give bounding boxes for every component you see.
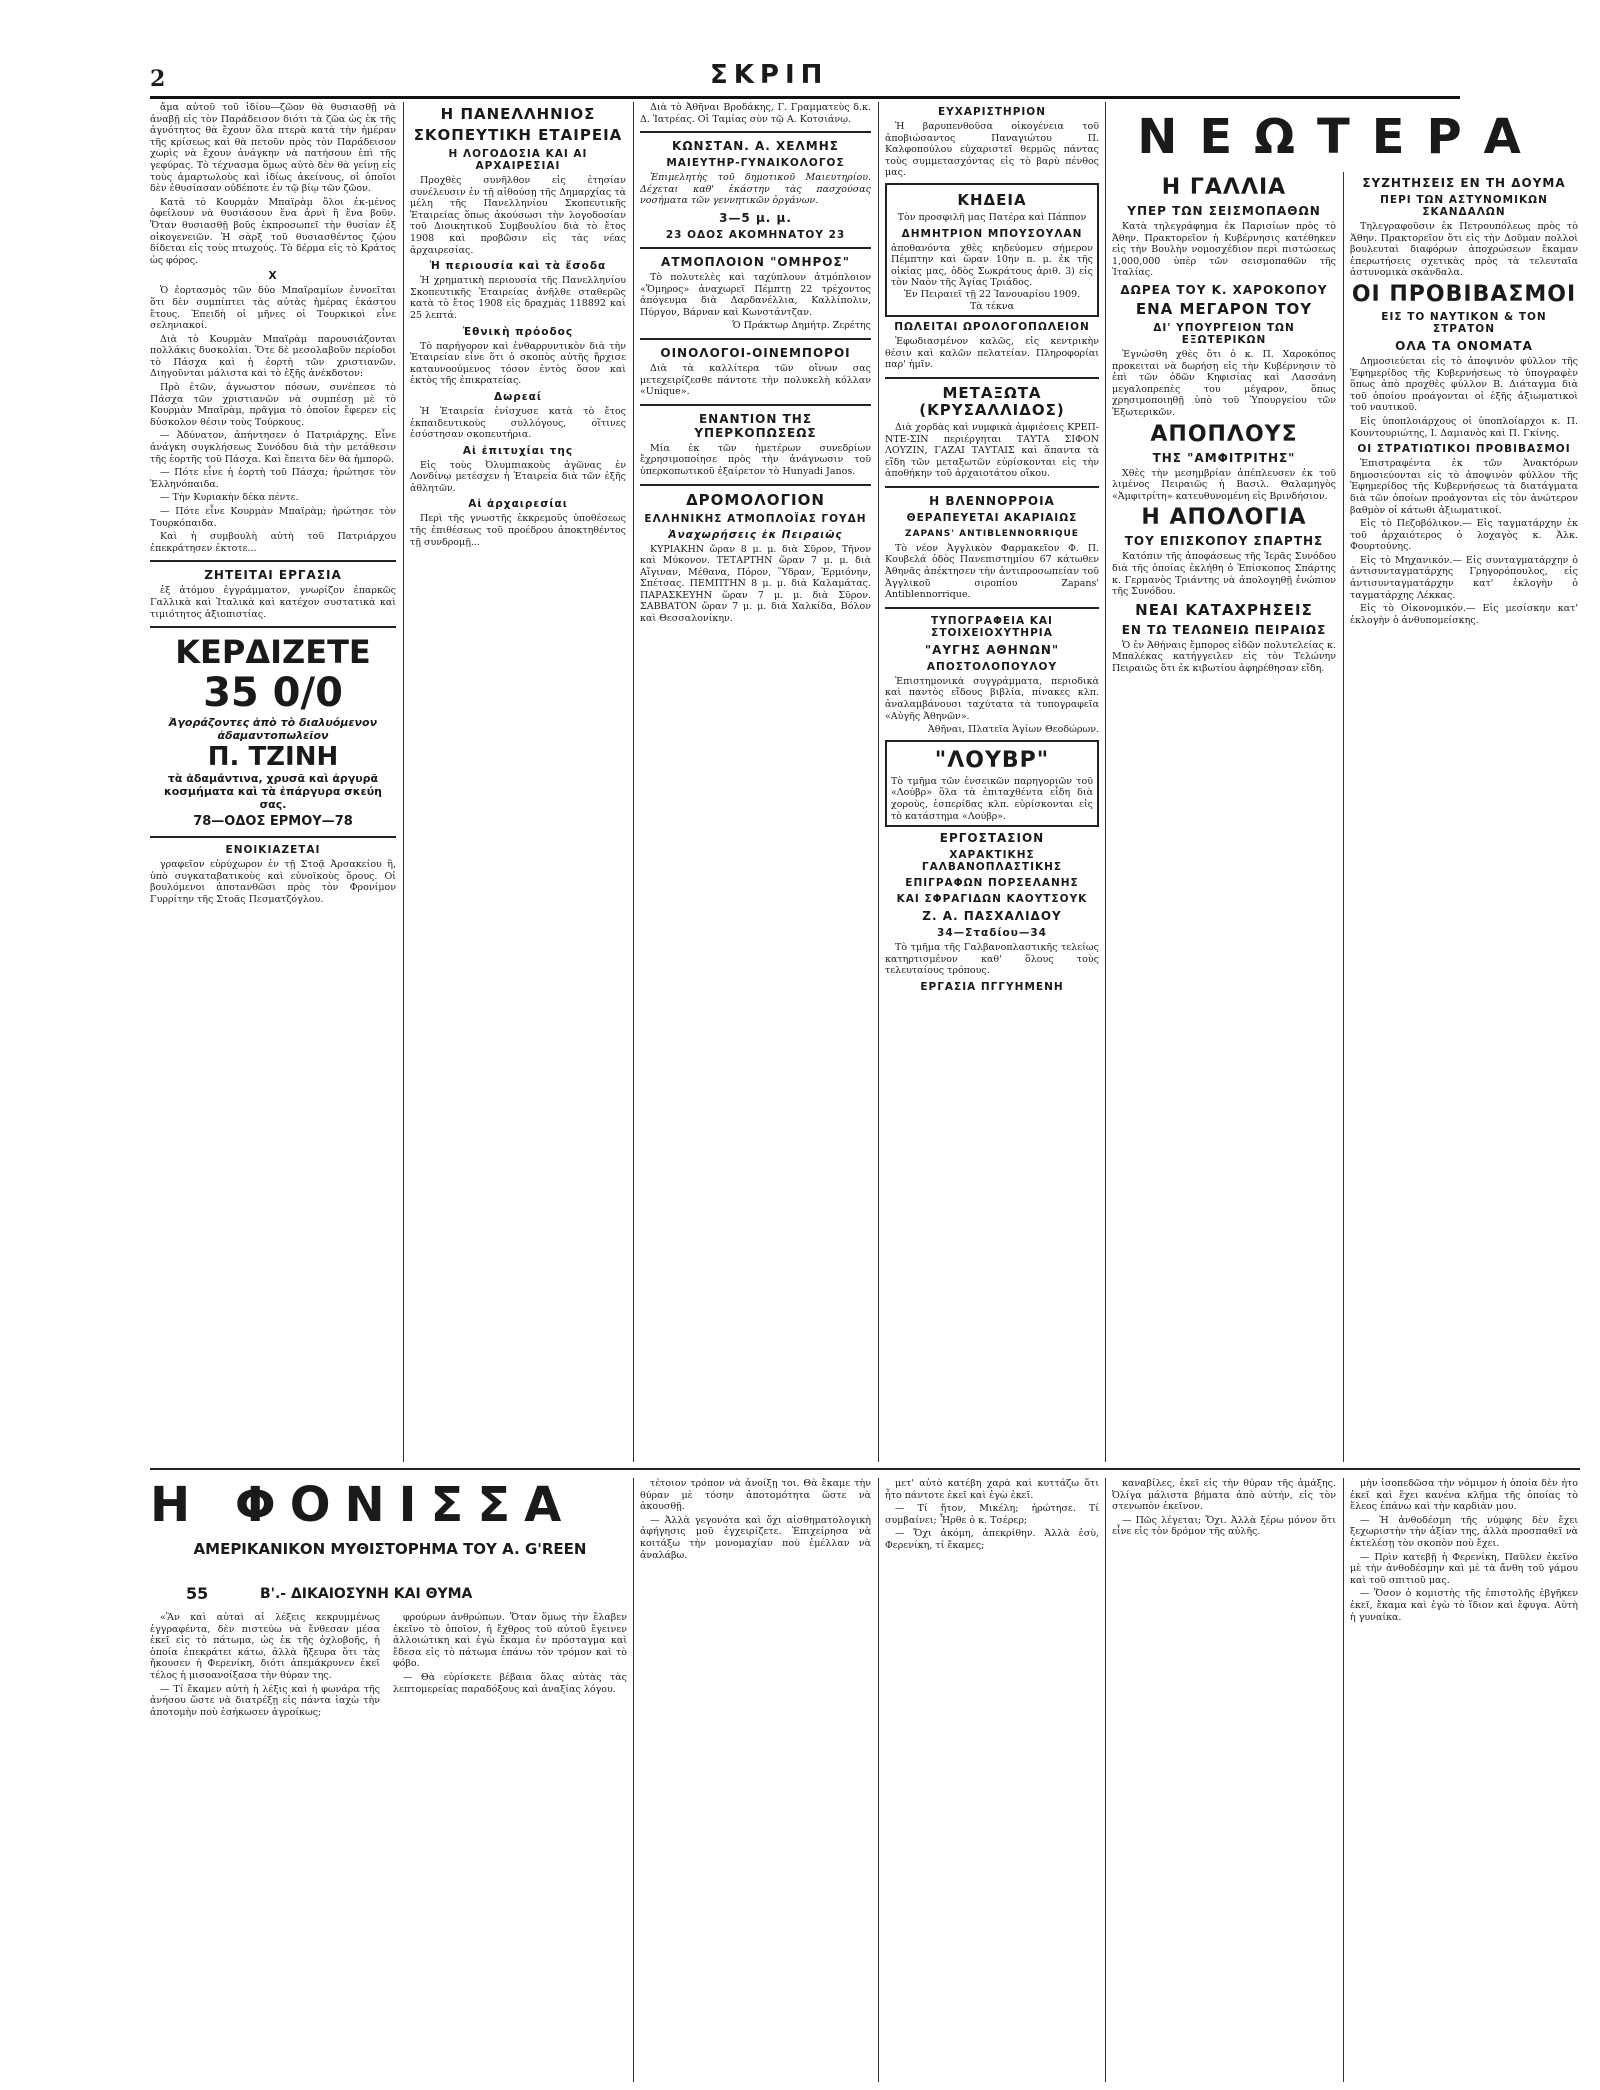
serial-title: Η ΦΟΝΙΣΣΑ	[150, 1477, 576, 1533]
article-title: ΣΥΖΗΤΗΣΕΙΣ ΕΝ ΤΗ ΔΟΥΜΑ	[1362, 176, 1566, 190]
article-text: Εἰς τὸ Πεζοβόλικον.— Εἰς ταγματάρχην ἐκ τοῦ ἀρχαιότερος ὁ λοχαγὸς κ. Ἀλκ. Φουρτούνης.	[1350, 518, 1578, 553]
ad-subtitle: "ΑΥΓΗΣ ΑΘΗΝΩΝ"	[924, 642, 1060, 657]
ad-text: Ἡ βαρυπενθοῦσα οἰκογένεια τοῦ ἀποβιώσαντος Παναγιώτου Π. Καλφοπούλου εὐχαριστεῖ θερμῶς πάντας τοὺς συμμετασχόντας εἰς τὸ βαρὺ πένθος μας.	[885, 121, 1099, 179]
article-subtitle: ΣΚΟΠΕΥΤΙΚΗ ΕΤΑΙΡΕΙΑ	[413, 126, 623, 144]
ad-text: ΚΥΡΙΑΚΗΝ ὥραν 8 μ. μ. διὰ Σῦρον, Τῆνον καὶ Μύκονον. ΤΕΤΑΡΤΗΝ ὥραν 7 μ. μ. διὰ Αἴγιναν, Μέθανα, Πόρον, Ὕδραν, Ἑρμιόνην, Σπέτσας. ΠΕΜΠΤΗΝ 8 μ. μ. διὰ Καλαμάτας. ΠΑΡΑΣΚΕΥΗΝ ὥραν 7 μ. μ. διὰ Σῦρον. ΣΑΒΒΑΤΟΝ ὥραν 7 μ. μ. διὰ Χαλκίδα, Βόλον καὶ Θεσσαλονίκην.	[640, 543, 871, 625]
ad-headline: ΚΕΡΔΙΖΕΤΕ	[175, 633, 371, 672]
ad-text: Διὰ χορδὰς καὶ νυμφικὰ ἀμφιέσεις ΚΡΕΠ-ΝΤΕ-ΣΙΝ περιέργηται ΤΑΥΤΑ ΣΙΦΟΝ ΛΟΥΖΙΝ, ΓΑΖΑΙ ΤΑΥΤΑΙΣ καὶ ἅπαντα τὰ εἴδη τῶν μεταξωτῶν εὑρίσκονται εἰς τὴν ἀποθήκην τοῦ ἀρχαιοτάτου οἴκου.	[885, 421, 1099, 480]
ad-title: ΕΡΓΟΣΤΑΣΙΟΝ	[939, 831, 1045, 846]
article-subtitle: ΟΙ ΣΤΡΑΤΙΩΤΙΚΟΙ ΠΡΟΒΙΒΑΣΜΟΙ	[1357, 443, 1571, 456]
ad-text: Ἐφωδιασμένον καλῶς, εἰς κεντρικὴν θέσιν καὶ καλῶν πελατείαν. Πληροφορίαι παρ' ἡμῖν.	[885, 336, 1099, 371]
article-text: — Πότε εἶνε Κουρμὰν Μπαϊρὰμ; ἠρώτησε τὸν Τουρκόπαιδα.	[150, 506, 396, 529]
ad-title: ΜΕΤΑΞΩΤΑ (ΚΡΥΣΑΛΛΙΔΟΣ)	[919, 383, 1065, 419]
article-text: Προχθὲς συνῆλθον εἰς ἐτησίαν συνέλευσιν ἐν τῇ αἰθούσῃ τῆς Δημαρχίας τὰ μέλη τῆς Πανελληνίου Σκοπευτικῆς Ἑταιρείας ὅπως ἀκούσωσι τὴν λογοδοσίαν τοῦ Διοικητικοῦ Συμβουλίου διὰ τὸ ἔτος 1908 καὶ προβῶσιν εἰς τὰς νέας ἀρχαιρεσίας.	[410, 175, 626, 256]
column-rule	[1105, 102, 1106, 1462]
serial-text: μετ' αὐτὸ κατέβη χαρὰ καὶ κυττάζω ὅτι ἦτο πάντοτε ἐκεῖ καὶ ἐγὼ ἐκεῖ.	[885, 1478, 1099, 1501]
ad-text: Μία ἐκ τῶν ἡμετέρων συνεδρίων ἔχρησιμοποίησε πρὸς τὴν ἀνάγνωσιν τοῦ ὑπερκοπωτικοῦ ἐξαίρετον τὸ Hunyadi Janos.	[640, 442, 871, 477]
subsection-title: Ἐθνικὴ πρόοδος	[462, 325, 574, 338]
ad-title: ΟΙΝΟΛΟΓΟΙ-ΟΙΝΕΜΠΟΡΟΙ	[660, 345, 851, 360]
serial-text: — Πρὶν κατεβῇ ἡ Φερενίκη, Παῦλεν ἐκεῖνο μὲ τὴν ἀνθοδέσμην καὶ μὲ τὰ ἄνθη τοῦ γάμου καὶ τοῦ σπιτιοῦ μας.	[1350, 1551, 1578, 1586]
article-text: Τὸ παρήγορον καὶ ἐνθαρρυντικὸν διὰ τὴν Ἑταιρείαν εἶνε ὅτι ὁ σκοπὸς αὐτῆς ἤρχισε καταυνοούμενος τόσον ἐντὸς ὅσον καὶ ἐκτὸς τῆς ἐπικρατείας.	[410, 340, 626, 387]
ad-text: Διὰ τὰ καλλίτερα τῶν οἴνων σας μετεχειρίζεσθε πάντοτε τὴν πολυκελὴ κόλλαν «Unique».	[640, 362, 871, 398]
article-subtitle: ΠΕΡΙ ΤΩΝ ΑΣΤΥΝΟΜΙΚΩΝ ΣΚΑΝΔΑΛΩΝ	[1380, 194, 1548, 218]
ad-subtitle: ΕΠΙΓΡΑΦΩΝ ΠΟΡΣΕΛΑΝΗΣ	[905, 877, 1079, 890]
ad-text: Ἐπιστημονικὰ συγγράμματα, περιοδικὰ καὶ παντὸς εἴδους βιβλία, πίνακες κλπ. ἀναλαμβάνουσι ταχύτατα τὰ τυπογραφεῖα «Αὐγῆς Ἀθηνῶν».	[885, 675, 1099, 722]
ad-text: γραφεῖον εὐρύχωρον ἐν τῇ Στοᾷ Ἀρσακείου ἢ, ὑπὸ συγκαταβατικοὺς καὶ εὐνοϊκοὺς ὅρους. Οἱ βουλόμενοι ἀποτανθῶσι πρὸς τὸν Φρονίμον Γυρρίτην τῆς Στοᾶς Πεσματζόγλου.	[150, 859, 396, 905]
serial-text: τέτοιον τρόπον νὰ ἀνοίξῃ τοι. Θὰ ἔκαμε τὴν θύραν μὲ τόσην ἀποτομότητα ὥστε νὰ ἀκουσθῇ.	[640, 1478, 871, 1513]
article-title: ΝΕΑΙ ΚΑΤΑΧΡΗΣΕΙΣ	[1135, 600, 1313, 619]
ad-name: Π. ΤΖΙΝΗ	[207, 742, 339, 773]
subsection-title: Ἡ περιουσία καὶ τὰ ἔσοδα	[429, 260, 607, 273]
article-text: Κατὰ τὸ Κουρμὰν Μπαϊρὰμ ὅλοι ἐκ-μένος ὀφείλουν νὰ θυσιάσουν ἕνα ἀρνὶ ἢ ἕνα βοῦν. Ὅταν θυσιασθῇ βοῦς ἐκπροσωπεῖ τὴν θυσίαν ἑξ οἰκογενειῶν. Ἡ σὰρξ τοῦ θυσιασθέντος ζῴου δίδεται εἰς τοὺς πτωχούς. Τὸ δέρμα εἰς τὸ Κράτος ὡς φόρος.	[150, 196, 396, 266]
ad-date: Ἐν Πειραιεῖ τῇ 22 Ἰανουαρίου 1909.	[903, 288, 1081, 300]
column-rule	[1105, 1478, 1106, 2082]
serial-text: μὴν ἰσοπεδῶσα τὴν νόμιμον ἡ ὁποία δὲν ἦτο ἐκεῖ καὶ ἔχει κανένα κλῆμα τῆς ὁποίας τὸ ἔλεος ἐπάνω καὶ τὴν καρδιὰν μου.	[1350, 1478, 1578, 1513]
article-title: ΔΩΡΕΑ ΤΟΥ Κ. ΧΑΡΟΚΟΠΟΥ	[1120, 282, 1328, 297]
serial-text: — Ὄχι ἀκόμη, ἀπεκρίθην. Ἀλλὰ ἐσὺ, Φερενίκη, τί ἔκαμες;	[885, 1528, 1099, 1551]
ad-title: "ΛΟΥΒΡ"	[934, 747, 1050, 773]
article-title: Η ΠΑΝΕΛΛΗΝΙΟΣ	[440, 105, 596, 123]
ad-name: Ζ. Α. ΠΑΣΧΑΛΙΔΟΥ	[922, 909, 1062, 924]
ad-address: 78—ΟΔΟΣ ΕΡΜΟΥ—78	[193, 814, 353, 830]
article-subtitle: ΤΟΥ ΕΠΙΣΚΟΠΟΥ ΣΠΑΡΤΗΣ	[1124, 534, 1324, 549]
article-text: — Τὴν Κυριακὴν δέκα πέντε.	[160, 492, 299, 504]
column-rule	[403, 102, 404, 1462]
ad-subtitle: ΜΑΙΕΥΤΗΡ-ΓΥΝΑΙΚΟΛΟΓΟΣ	[666, 157, 845, 170]
article-title: Η ΑΠΟΛΟΓΙΑ	[1141, 505, 1307, 531]
serial-text: — Ἡ ἀνθοδέσμη τῆς νύμφης δὲν ἔχει ξεχωριστὴν τὴν ἀξίαν της, ἀλλὰ προσπαθεῖ νὰ ἐκτελέσῃ τὸν σκοπὸν ποὺ ἔχει.	[1350, 1514, 1578, 1549]
serial-column-6	[1350, 1478, 1578, 2082]
ad-text: Τὸ νέον Ἀγγλικὸν Φαρμακεῖον Φ. Π. Κουβελά ὁδὸς Πανεπιστημίου 67 κάτωθεν Ἀθηνᾶς ἀπέκτησεν τὴν ἀντιπροσωπείαν τοῦ Ἀγγλικοῦ σιροπίου Zapans' Antiblennorrique.	[885, 542, 1099, 601]
column-rule	[878, 1478, 879, 2082]
ad-subtitle: ΕΛΛΗΝΙΚΗΣ ΑΤΜΟΠΛΟΪΑΣ ΓΟΥΔΗ	[644, 512, 867, 525]
serial-text: «Ἂν καὶ αὐταὶ αἱ λέξεις κεκρυμμένως ἐγγραφέντα, δὲν πιστεύω νὰ ἔνθεσαν μέσα ἐκεῖ εἰς τὸ πάτωμα, ὡς ἐκ τῆς ὀχλοβοῆς, ἡ ὁποία ἐπεκράτει κάτω, ἀλλὰ ἤξευρα ὅτι τὰς ἤκουσεν ἡ Φερενίκη, διότι ἀπεμάκρυνεν ἐκεῖ τέλος ἡ μισοανοίξασα τὴν θύραν της.	[150, 1612, 380, 1681]
article-text: Ἐπιστραφέντα ἐκ τῶν Ἀνακτόρων δημοσιεύονται εἰς τὸ ἀποψινὸν φύλλον τῆς Ἐφημερίδος τῆς Κυβερνήσεως τὰ διατάγματα διὰ τῶν ὁποίων προάγονται εἰς τὸν ἀνώτερον βαθμὸν οἱ κάτωθι ἀξιωματικοί.	[1350, 458, 1578, 516]
article-text: Ἐγνώσθη χθὲς ὅτι ὁ κ. Π. Χαροκόπος προκειται νὰ δωρήσῃ εἰς τὴν Κυβέρνησιν τὸ ἐπὶ τῶν ὁδῶν Κηφισίας καὶ Λασσάνη μεγαλοπρεπὲς του μέγαρον, ὅπως χρησιμοποιηθῇ ὑπὸ τοῦ Ὑπουργείου τῶν Ἐξωτερικῶν.	[1112, 348, 1336, 418]
serial-text: — Τί ἔκαμεν αὐτὴ ἡ λέξις καὶ ἡ φωνάρα τῆς ἀνήσου ὥστε νὰ διατρέξῃ εἰς πάντα ἰαχὼ τὴν ἀποτομὴν ποὺ ἐσήκωσεν ἀγροίκως;	[150, 1683, 380, 1718]
ad-text: τὰ ἀδαμάντινα, χρυσᾶ καὶ ἀργυρᾶ κοσμήματα καὶ τὰ ἐπάργυρα σκεύη σας.	[163, 772, 383, 812]
article-section: Η ΛΟΓΟΔΟΣΙΑ ΚΑΙ ΑΙ ΑΡΧΑΙΡΕΣΙΑΙ	[448, 148, 588, 172]
column-rule	[878, 102, 879, 1462]
serial-subtitle: ΑΜΕΡΙΚΑΝΙΚΟΝ ΜΥΘΙΣΤΟΡΗΜΑ ΤΟΥ A. G'REEN	[193, 1540, 587, 1558]
ad-footer: ΕΡΓΑΣΙΑ ΠΓΓΥΗΜΕΝΗ	[920, 980, 1064, 993]
ad-text: Τὸ τμῆμα τῶν ἐνσεικῶν παρηγοριῶν τοῦ «Λούβρ» ὅλα τὰ ἐπιταχθέντα εἶδη διὰ χοροὺς, ἐσπερίδας κλπ. εὑρίσκονται εἰς τὸ κατάστημα «Λούβρ».	[891, 775, 1093, 822]
serial-number: 55	[186, 1584, 209, 1603]
ad-address: Ἀθῆναι, Πλατεῖα Ἁγίων Θεοδώρων.	[927, 724, 1099, 736]
article-text: Χθὲς τὴν μεσημβρίαν ἀπέπλευσεν ἐκ τοῦ λιμένος Πειραιῶς ἡ Βασιλ. Θαλαμηγὸς «Ἀμφιτρίτη» κατευθυνομένη εἰς Βρινδήσιον.	[1112, 467, 1336, 502]
page-number: 2	[150, 66, 166, 92]
article-text: Ὁ ἑορτασμὸς τῶν δύο Μπαϊραμίων ἐννοεῖται ὅτι δὲν συμπίπτει τὰς αὐτὰς ἡμέρας ἑκάστου ἔτους. Ἐπειδὴ οἱ μῆνες οἱ Τουρκικοὶ εἶνε σεληνιακοί.	[150, 285, 396, 332]
newspaper-title: ΣΚΡΙΠ	[710, 60, 829, 90]
article-subtitle: ΕΝ ΤΩ ΤΕΛΩΝΕΙΩ ΠΕΙΡΑΙΩΣ	[1121, 622, 1327, 637]
ad-hours: 3—5 μ. μ.	[719, 210, 792, 225]
ad-title: ΕΝΑΝΤΙΟΝ ΤΗΣ ΥΠΕΡΚΟΠΩΣΕΩΣ	[694, 411, 817, 440]
ad-subtitle: ΘΕΡΑΠΕΥΕΤΑΙ ΑΚΑΡΙΑΙΩΣ	[906, 511, 1078, 524]
ad-subtitle: ΚΑΙ ΣΦΡΑΓΙΔΩΝ ΚΑΟΥΤΣΟΥΚ	[896, 893, 1088, 906]
ad-subtitle: ΑΠΟΣΤΟΛΟΠΟΥΛΟΥ	[926, 660, 1058, 673]
article-text: Πρὸ ἐτῶν, ἀγνωστον πόσων, συνέπεσε τὸ Πάσχα τῶν χριστιανῶν νὰ συμπέσῃ μὲ τὸ Κουρμὰν Μπαϊρὰμ, πρᾶγμα τὸ ὁποῖον ἔφερεν εἰς δύσκολον θέσιν τοὺς Τούρκους.	[150, 382, 396, 428]
serial-text: φρούρων ἀνθρώπων. Ὅταν ὅμως τὴν ἔλαβεν ἐκεῖνο τὸ ὁποῖον, ἡ ἔχθρος τοῦ αὐτοῦ ἔγεινεν ἀλλοιώτικη καὶ ἐγὼ ἔκαμα ἐν πρόσταγμα καὶ ἔδεσα εἰς τὸ πάτωμα ἐπάνω τὸν τρόμον καὶ τὸ φόβο.	[393, 1612, 627, 1670]
subsection-title: Αἱ ἐπιτυχίαι της	[462, 444, 574, 457]
ad-title: ΚΗΔΕΙΑ	[957, 190, 1027, 209]
ad-title: ΑΤΜΟΠΛΟΙΟΝ "ΟΜΗΡΟΣ"	[661, 254, 850, 269]
article-title: ΕΝΑ ΜΕΓΑΡΟΝ ΤΟΥ	[1135, 299, 1313, 318]
serial-text: — Θὰ εὑρίσκετε βέβαια ὅλας αὐτὰς τὰς λεπτομερείας παραδόξους καὶ ἀναξίας λόγου.	[393, 1671, 627, 1695]
ad-signature: Τὰ τέκνα	[969, 300, 1015, 312]
ad-name: ΔΗΜΗΤΡΙΟΝ ΜΠΟΥΣΟΥΛΑΝ	[901, 227, 1083, 240]
ad-text: Τὸ πολυτελὲς καὶ ταχύπλουν ἀτμόπλοιον «Ὅμηρος» ἀναχωρεῖ Πέμπτῃ 22 τρέχοντος ἀπόγευμα διὰ Δαρδανέλλια, Καλλίπολιν, Πύργον, Βάρναν καὶ Κωνστάντζαν.	[640, 271, 871, 318]
ad-text: Τὸ τμῆμα τῆς Γαλβανοπλαστικῆς τελείως κατηρτισμένον καθ' ὅλους τοὺς τελευταίους τρόπους.	[885, 942, 1099, 977]
article-title: Η ΓΑΛΛΙΑ	[1161, 175, 1287, 200]
article-subtitle: ΤΗΣ "ΑΜΦΙΤΡΙΤΗΣ"	[1152, 450, 1296, 465]
ad-title: Η ΒΛΕΝΝΟΡΡΟΙΑ	[929, 493, 1055, 508]
serial-text: — Ὅσον ὁ κομιστὴς τῆς ἐπιστολῆς ἐβγῆκεν ἐκεῖ, ἔκαμα καὶ ἐγὼ τὸ ἴδιον καὶ ἔφυγα. Αὐτὴ ἡ γυναίκα.	[1350, 1588, 1578, 1623]
section-divider	[150, 1468, 1580, 1470]
ad-address: 34—Σταδίου—34	[937, 927, 1047, 940]
column-3	[640, 102, 871, 1462]
masthead	[150, 56, 1460, 99]
column-2	[410, 102, 626, 1462]
ad-address: 23 ΟΔΟΣ ΑΚΟΜΗΝΑΤΟΥ 23	[665, 228, 846, 241]
ad-title: ΔΡΟΜΟΛΟΓΙΟΝ	[686, 490, 825, 509]
ad-signature: Ὁ Πράκτωρ Δημήτρ. Ζερέτης	[732, 320, 871, 332]
article-subtitle: ΥΠΕΡ ΤΩΝ ΣΕΙΣΜΟΠΑΘΩΝ	[1127, 204, 1321, 218]
serial-text: — Πῶς λέγεται; Ὄχι. Ἀλλὰ ξέρω μόνον ὅτι εἶνε εἰς τὸν δρόμον τῆς αὐλῆς.	[1112, 1514, 1336, 1538]
ad-title: ΠΩΛΕΙΤΑΙ ΩΡΟΛΟΓΟΠΩΛΕΙΟΝ	[894, 321, 1090, 334]
section-banner: ΝΕΩΤΕΡΑ	[1137, 109, 1543, 165]
ad-text: Τὸν προσφιλῆ μας Πατέρα καὶ Πάππον	[897, 211, 1087, 223]
article-text: Εἰς τὸ Μηχανικόν.— Εἰς συνταγματάρχην ὁ ἀντισυνταγματάρχης Γρηγορόπουλος, εἰς ἀντισυνταγματάρχην κατ' ἐκλογὴν ὁ ταγματάρχης Λέκκας.	[1350, 554, 1578, 601]
ad-title: ΕΝΟΙΚΙΑΖΕΤΑΙ	[225, 844, 321, 857]
article-subtitle: ΟΛΑ ΤΑ ΟΝΟΜΑΤΑ	[1395, 338, 1533, 353]
ad-title: ΚΩΝΣΤΑΝ. Α. ΧΕΛΜΗΣ	[672, 139, 839, 154]
article-text: Περὶ τῆς γνωστῆς ἐκκρεμοῦς ὑποθέσεως τῆς ἐπιθέσεως τοῦ προέδρου ἀποκτηθέντος τῇ συνδρομῇ...	[410, 513, 626, 548]
serial-text: καναβίλες, ἐκεῖ εἰς τὴν θύραν τῆς ἁμάξης. Ὀλίγα μάλιστα βήματα ἀπὸ αὐτήν, εἰς τὸν στενωπὸν ἐκεῖνον.	[1112, 1478, 1336, 1513]
article-text: Δημοσιεύεται εἰς τὸ ἀποψινὸν φύλλον τῆς Ἐφημερίδος τῆς Κυβερνήσεως τὸ ὑπογραφὲν ὅπως ἀπὸ προχθὲς φύλλον Β. Διάταγμα διὰ τοῦ ὁποίου προάγονται οἱ ἑξῆς ἀξιωματικοὶ τοῦ ναυτικοῦ.	[1350, 355, 1578, 414]
article-text: Εἰς τὸ Οἰκονομικόν.— Εἰς μεσίσκην κατ' ἐκλογὴν ὁ ἀνθυπομείσκης.	[1350, 603, 1578, 626]
article-text: Ἡ Ἑταιρεία ἐνίσχυσε κατὰ τὸ ἔτος ἐκπαιδευτικοὺς συλλόγους, οἵτινες ἐσύστησαν σκοπευτήρια.	[410, 405, 626, 441]
article-text: Κατὰ τηλεγράφημα ἐκ Παρισίων πρὸς τὸ Ἀθην. Πρακτορεῖον ἡ Κυβέρνησις κατέθηκεν εἰς τὴν Βουλὴν νομοσχέδιον περὶ πιστώσεως 1,000,000 ὑπὲρ τῶν σεισμοπαθῶν τῆς Ἰταλίας.	[1112, 221, 1336, 279]
column-1	[150, 102, 396, 1462]
ad-box	[885, 740, 1099, 827]
article-title: ΟΙ ΠΡΟΒΙΒΑΣΜΟΙ	[1351, 281, 1577, 307]
ad-text: Ἀγοράζοντες ἀπὸ τὸ διαλυόμενον ἀδαμαντοπωλεῖον	[168, 716, 378, 743]
ad-text: ἐξ ἀτόμου ἐγγράμματον, γνωρίζον ἐπαρκῶς Γαλλικὰ καὶ Ἰταλικὰ καὶ κατέχον συστατικὰ καὶ τιμιότητος ἀξιοπιστίας.	[150, 585, 396, 620]
ad-text: ἀποθανόντα χθὲς κηδεύομεν σήμερον Πέμπτην καὶ ὥραν 10ην π. μ. ἐκ τῆς οἰκίας μας, ὁδὸς Σωκράτους ἀριθ. 3) εἰς τὸν Ναὸν τῆς Ἁγίας Τριάδος.	[891, 242, 1093, 289]
column-rule	[1343, 172, 1344, 1462]
subsection-title: Αἱ ἀρχαιρεσίαι	[468, 498, 568, 511]
column-rule	[633, 1478, 634, 2082]
ad-section: Ἀναχωρήσεις ἐκ Πειραιῶς	[668, 528, 843, 541]
ad-box	[885, 183, 1099, 317]
serial-chapter: Β'.- ΔΙΚΑΙΟΣΥΝΗ ΚΑΙ ΘΥΜΑ	[260, 1586, 473, 1602]
section-mark: Χ	[268, 270, 278, 283]
article-text: Καὶ ἡ συμβουλὴ αὐτὴ τοῦ Πατριάρχου ἐπεκράτησεν ἐκτοτε...	[150, 531, 396, 554]
article-subtitle: ΕΙΣ ΤΟ ΝΑΥΤΙΚΟΝ & ΤΟΝ ΣΤΡΑΤΟΝ	[1381, 310, 1547, 335]
article-text: — Ἀδύνατον, ἀπήντησεν ὁ Πατριάρχης. Εἶνε ἀνάγκη συγκλήσεως Συνόδου διὰ τὴν μετάθεσιν τῆς ἑορτῆς τοῦ Πάσχα. Καὶ ἔπειτα δὲν θὰ ἠμπορῶ.	[150, 430, 396, 465]
serial-column-5	[1112, 1478, 1336, 2082]
column-4	[885, 102, 1099, 1462]
column-rule	[1343, 1478, 1344, 2082]
ad-text: Ἐπιμελητὴς τοῦ δημοτικοῦ Μαιευτηρίου. Δέχεται καθ' ἑκάστην τὰς πασχούσας νοσήματα τῶν γεννητικῶν ὀργάνων.	[640, 172, 871, 207]
serial-text: — Ἀλλὰ γεγονότα καὶ ὄχι αἰσθηματολογικὴ ἀφήγησις μοῦ ἐγχειρίζετε. Ἐπιχείρησα νὰ κοιτάξω τὴν μονομαχίαν ποὺ ἐμέλλαν νὰ ἀναλάβω.	[640, 1514, 871, 1561]
serial-column-2	[393, 1612, 627, 2082]
ad-title: ΤΥΠΟΓΡΑΦΕΙΑ ΚΑΙ ΣΤΟΙΧΕΙΟΧΥΤΗΡΙΑ	[931, 614, 1053, 639]
news-column-2	[1350, 172, 1578, 1462]
article-text: Εἰς τοὺς Ὀλυμπιακοὺς ἀγῶνας ἐν Λονδίνῳ μετέσχεν ἡ Ἑταιρεία διὰ τῶν ἑξῆς ἀθλητῶν.	[410, 459, 626, 494]
ad-title: ΖΗΤΕΙΤΑΙ ΕΡΓΑΣΙΑ	[204, 568, 342, 583]
serial-text: — Τί ἤτον, Μικέλη; ἠρώτησε. Τί συμβαίνει; Ἦρθε ὁ κ. Τσέρερ;	[885, 1503, 1099, 1526]
article-subtitle: ΔΙ' ΥΠΟΥΡΓΕΙΟΝ ΤΩΝ ΕΞΩΤΕΡΙΚΩΝ	[1153, 321, 1295, 346]
ad-percent: 35 0/0	[203, 670, 343, 717]
article-text: Ἡ χρηματικὴ περιουσία τῆς Πανελληνίου Σκοπευτικῆς Ἑταιρείας ἀνῆλθε σταθερῶς κατὰ τὸ ἔτος 1908 εἰς δραχμὰς 118892 καὶ 25 λεπτά.	[410, 275, 626, 321]
article-text: Τηλεγραφοῦσιν ἐκ Πετρουπόλεως πρὸς τὸ Ἀθην. Πρακτορεῖον ὅτι εἰς τὴν Δοῦμαν πολλοὶ βουλευταὶ διαφόρων ἀποχρώσεων ἔκαμαν ἐπερωτήσεις σχετικὰς πρὸς τὰ τελευταῖα ἀστυνομικὰ σκάνδαλα.	[1350, 221, 1578, 279]
article-text: Κατόπιν τῆς ἀποφάσεως τῆς Ἱερᾶς Συνόδου διὰ τῆς ὁποίας ἐκλήθη ὁ Ἐπίσκοπος Σπάρτης κ. Γερμανὸς Τριάντης νὰ ἀπολογηθῇ ἐνώπιον τῆς Συνόδου.	[1112, 551, 1336, 598]
article-title: ΑΠΟΠΛΟΥΣ	[1150, 421, 1298, 447]
article-text: Διὰ τὸ Ἀθῆναι Βροδάκης, Γ. Γραμματεὺς δ.κ. Δ. Ἰατρέας. Οἱ Ταμίας σὺν τῷ Α. Κοτσιάνῳ.	[640, 102, 871, 125]
article-text: Ὁ ἐν Ἀθήναις ἔμπορος εἰδῶν πολυτελείας κ. Μπαλέκας κατήγγειλεν εἰς τὸν Τελώνην Πειραιῶς ὅτι ἐκ κιβωτίου ἀφηρέθησαν εἴδη.	[1112, 639, 1336, 674]
serial-column-1	[150, 1612, 380, 2082]
ad-subtitle: ΧΑΡΑΚΤΙΚΗΣ ΓΑΛΒΑΝΟΠΛΑΣΤΙΚΗΣ	[921, 849, 1063, 874]
article-text: ἄμα αὐτοῦ τοῦ ἰδίου—ζῶον θὰ θυσιασθῇ νὰ ἀναβῇ εἰς τὸν Παράδεισον διότι τὰ ζῶα ὡς ἐκ τῆς ἀγνότητος θὰ ἔχουν ὅλα πτερὰ κατὰ τὴν ἡμέραν τῆς κρίσεως καὶ θὰ πετοῦν πρὸς τὸν Παράδεισον χωρὶς νὰ ἔχουν ἀνάγκην νὰ πατήσουν ἐπὶ τῆς γεφύρας. Τὸ τέχνασμα ὅμως αὐτὸ δὲν θὰ γείνῃ εἰς τοὺς ἁμαρτωλοὺς καὶ ἰδίως ἀκείνους, οἱ ὁποῖοι δὲν ἐθυσίασαν οὐδέποτε ἐν τῷ βίῳ τῶν ζῶον.	[150, 102, 396, 195]
serial-column-4	[885, 1478, 1099, 2082]
article-text: Διὰ τὸ Κουρμὰν Μπαϊρὰμ παρουσιάζονται πολλάκις δυσκολίαι. Ὅτε δὲ μεσολαβοῦν περίοδοι τὸ Πάσχα καὶ ἡ ἑορτὴ τῶν χριστιανῶν. Διηγοῦνται μάλιστα καὶ τὸ ἑξῆς ἀνέκδοτον:	[150, 333, 396, 380]
column-rule	[633, 102, 634, 1462]
ad-label: ZAPANS' ANTIBLENNORRIQUE	[905, 528, 1079, 539]
article-text: Εἰς ὑποπλοιάρχους οἱ ὑποπλοίαρχοι κ. Π. Κουντουριώτης, Ι. Δαμιανὸς καὶ Π. Γκίνης.	[1350, 415, 1578, 439]
news-column-1	[1112, 172, 1336, 1462]
subsection-title: Δωρεαί	[494, 390, 542, 403]
serial-column-3	[640, 1478, 871, 2082]
ad-title: ΕΥΧΑΡΙΣΤΗΡΙΟΝ	[937, 106, 1047, 118]
article-text: — Πότε εἶνε ἡ ἑορτὴ τοῦ Πάσχα; ἠρώτησε τὸν Ἑλληνόπαιδα.	[150, 467, 396, 490]
